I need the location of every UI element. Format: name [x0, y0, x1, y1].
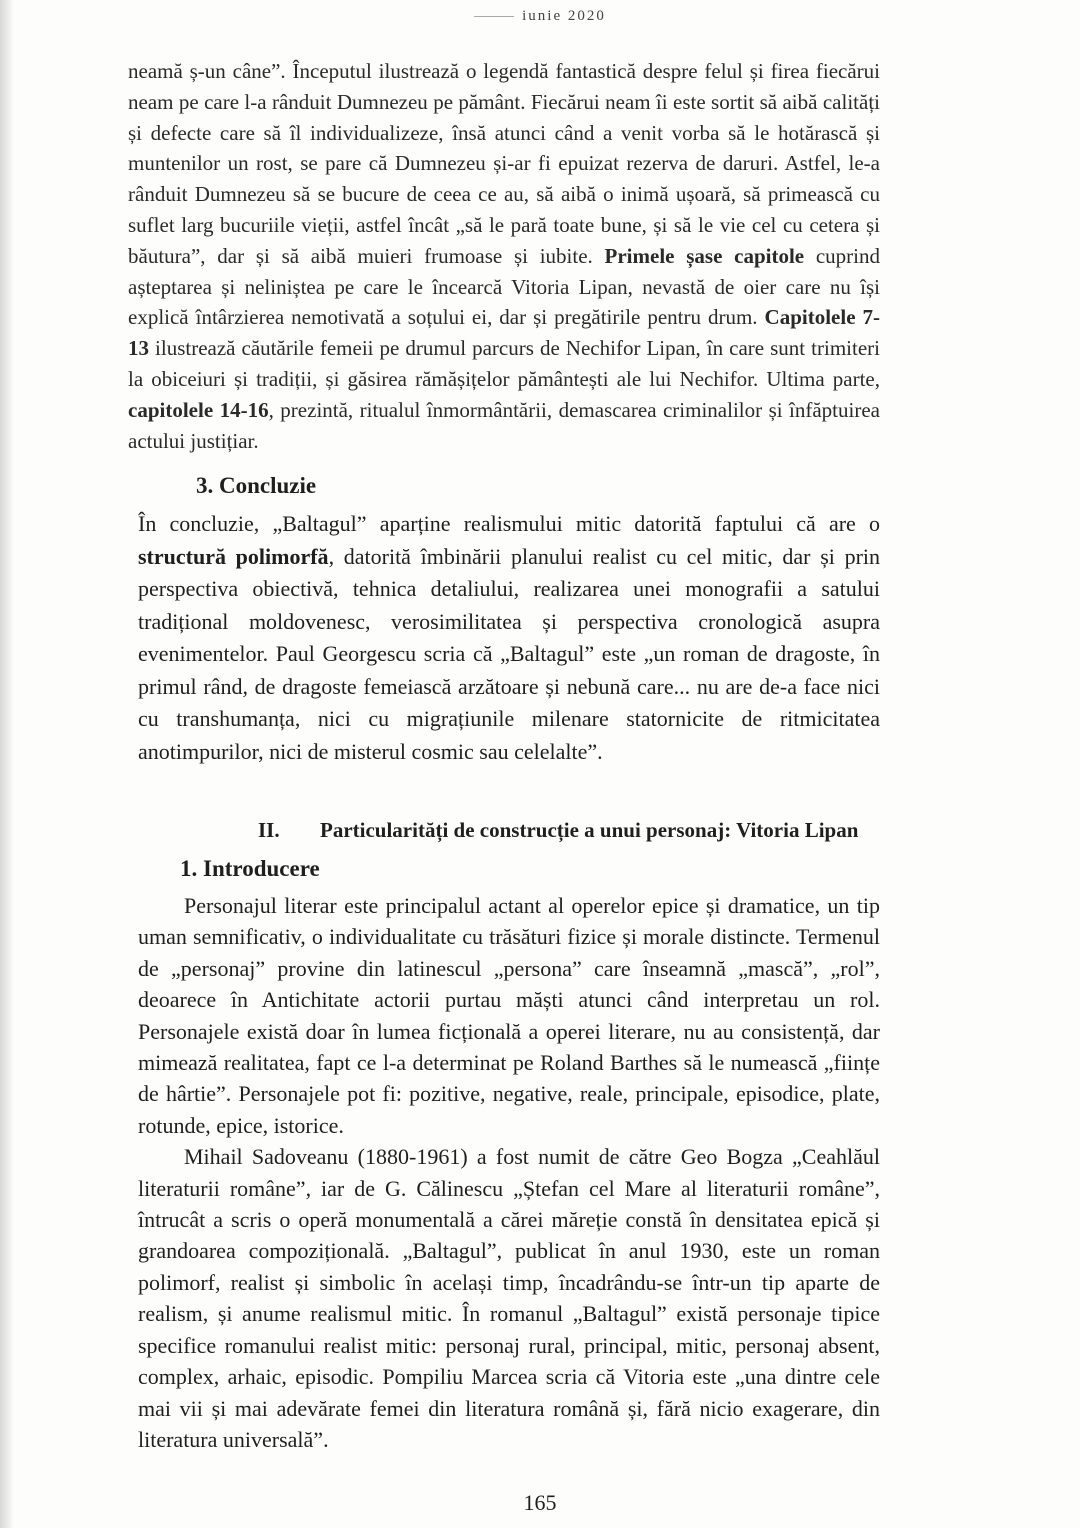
conclusion-heading: 3. Concluzie [196, 473, 317, 498]
summary-bold-2: Capitolele 7-13 [128, 305, 881, 361]
introduction-heading: 1. Introducere [180, 856, 320, 881]
conclusion-text-part-2: , datorită îmbinării planului realist cu cel mitic, dar și prin perspectiva obiectivă, tehnica detaliului, realizarea unei monografii a satului tradițional moldovenesc, verosimilitatea și perspectiva cronologică asupra evenimentelor. Paul Georgescu scria că „Baltagul” este „un roman de dragoste, în primul rând, de dragoste femeiască arzătoare și nebună care... nu are de-a face nici cu transhumanța, nici cu migrațiunile milenare statornicite de ritmicitatea anotimpurilor, nici de misterul cosmic sau celelalte”. [138, 543, 881, 764]
introduction-paragraph-1: Personajul literar este principalul actant al operelor epice și dramatice, un tip uman semnificativ, o individualitate cu trăsături fizice și morale distincte. Termenul de „personaj” provine din latinescul „persona” care înseamnă „mască”, „rol”, deoarece în Antichitate actorii purtau măști atunci când interpretau un rol. Personajele există doar în lumea ficțională a operei literare, nu au consistență, dar mimează realitatea, fapt ce l-a determinat pe Roland Barthes să le numească „ființe de hârtie”. Personajele pot fi: pozitive, negative, reale, principale, episodice, plate, rotunde, epice, istorice. [138, 893, 880, 1138]
part-heading [258, 818, 898, 843]
summary-text-part-1: neamă ș-un câne”. Începutul ilustrează o legendă fantastică despre felul și firea fiecărui neam pe care l-a rânduit Dumnezeu pe pământ. Fiecărui neam îi este sortit să aibă calități și defecte care să îl individualizeze, însă atunci când a venit vorba să le hotărască și muntenilor un rost, se pare că Dumnezeu și-ar fi epuizat rezerva de daruri. Astfel, le-a rânduit Dumnezeu să se bucure de ceea ce au, să aibă o inimă ușoară, să primească cu suflet larg bucuriile vieții, astfel încât „să le pară toate bune, și să le vie cel cu cetera și băutura”, dar și să aibă muieri frumoase și iubite. [128, 59, 880, 268]
introduction-paragraph-2: Mihail Sadoveanu (1880-1961) a fost numit de către Geo Bogza „Ceahlăul literaturii române”, iar de G. Călinescu „Ștefan cel Mare al literaturii române”, întrucât a scris o operă monumentală a cărei măreție constă în densitatea epică și grandoarea compozițională. „Baltagul”, publicat în anul 1930, este un roman polimorf, realist și simbolic în același timp, încadrându-se într-un tip aparte de realism, și anume realismul mitic. În romanul „Baltagul” există personaje tipice specifice romanului realist mitic: personaj rural, principal, mitic, personaj absent, complex, arhaic, episodic. Pompiliu Marcea scria că Vitoria este „una dintre cele mai vii și mai adevărate femei din literatura română și, fără nicio exagerare, din literatura universală”. [138, 1144, 880, 1452]
conclusion-bold: structură polimorfă [138, 543, 329, 569]
running-head-rule [474, 16, 514, 17]
part-title: Particularități de construcție a unui personaj: Vitoria Lipan [320, 818, 859, 842]
summary-bold-1: Primele șase capitole [604, 243, 805, 268]
scan-edge-shadow [0, 0, 14, 1528]
summary-text-part-4: , prezintă, ritualul înmormântării, demascarea criminalilor și înfăptuirea actului justițiar. [128, 397, 880, 453]
running-head [0, 8, 1080, 25]
part-numeral: II. [258, 818, 280, 842]
summary-paragraph [128, 56, 880, 456]
summary-text-part-2: cuprind așteptarea și neliniștea pe care le încearcă Vitoria Lipan, nevastă de oier care nu își explică întârzierea nemotivată a soțului ei, dar și pregătirile pentru drum. [128, 243, 880, 330]
introduction-body [138, 890, 880, 1455]
summary-text [128, 56, 880, 456]
running-head-text: iunie 2020 [522, 8, 606, 24]
summary-bold-3: capitolele 14-16 [128, 397, 269, 422]
conclusion-paragraph [138, 508, 880, 768]
conclusion-text-part-1: În concluzie, „Baltagul” aparține realismului mitic datorită faptului că are o [138, 511, 880, 536]
conclusion-text [138, 508, 880, 768]
page-number: 165 [523, 1490, 557, 1515]
summary-text-part-3: ilustrează căutările femeii pe drumul parcurs de Nechifor Lipan, în care sunt trimiteri la obiceiuri și tradiții, și găsirea rămășițelor pământești ale lui Nechifor. Ultima parte, [128, 336, 880, 391]
